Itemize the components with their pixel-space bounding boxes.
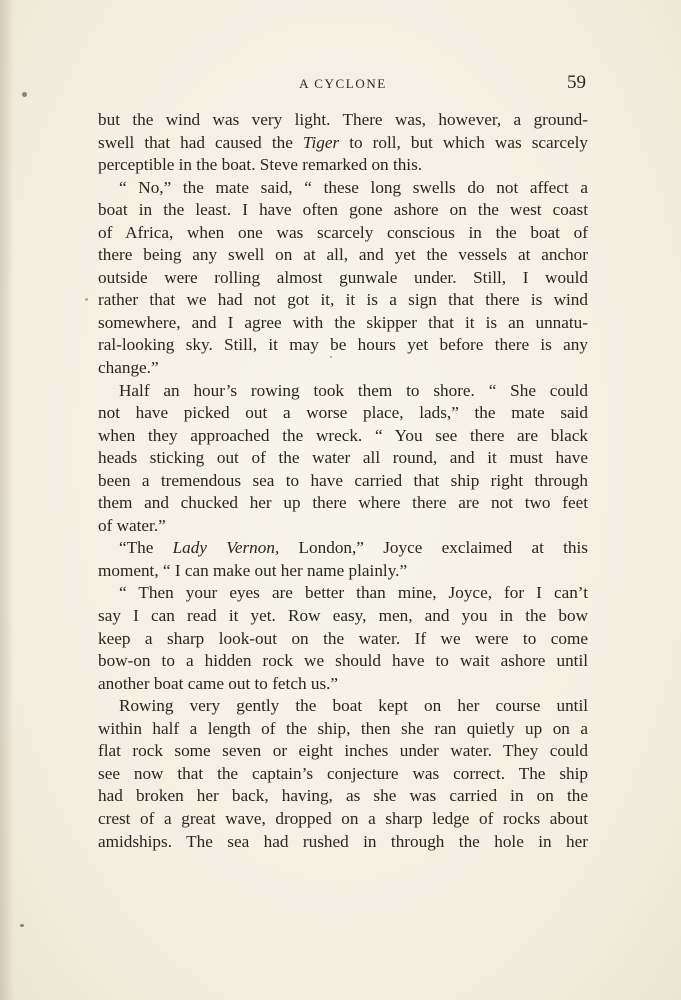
text-line (98, 628, 588, 651)
italic-text: Lady Vernon, (172, 538, 280, 558)
page-number: 59 (567, 72, 586, 93)
text-line (98, 289, 588, 312)
text-segment: change.” (98, 358, 159, 378)
print-speck (330, 356, 332, 358)
text-line (98, 132, 588, 155)
running-head: A CYCLONE (299, 76, 387, 91)
text-line (98, 402, 588, 425)
text-line (98, 470, 588, 493)
text-segment: “The (119, 538, 173, 558)
text-line (98, 831, 588, 854)
text-segment: ral-looking sky. Still, it may be hours yet before there is any (98, 335, 588, 355)
text-line (98, 222, 588, 245)
text-segment: say I can read it yet. Row easy, men, and you in the bow (98, 606, 588, 626)
text-line (98, 537, 588, 560)
text-line (98, 515, 588, 538)
text-segment: moment, “ I can make out her name plainly.” (98, 560, 408, 580)
text-line (98, 109, 588, 132)
text-line (98, 154, 588, 177)
text-line (98, 560, 588, 583)
text-segment: them and chucked her up there where there are not two feet (98, 493, 588, 513)
text-line (98, 447, 588, 470)
text-line (98, 177, 588, 200)
text-segment: crest of a great wave, dropped on a sharp ledge of rocks about (98, 808, 588, 828)
text-segment: flat rock some seven or eight inches under water. They could (98, 741, 588, 761)
text-segment: when they approached the wreck. “ You see there are black (98, 425, 588, 445)
gutter-shadow (0, 0, 14, 1000)
text-segment: see now that the captain’s conjecture was correct. The ship (98, 763, 588, 783)
print-speck (22, 92, 27, 97)
text-segment: within half a length of the ship, then she ran quietly up on a (98, 718, 588, 738)
text-segment: rather that we had not got it, it is a sign that there is wind (98, 290, 588, 310)
text-segment: another boat came out to fetch us.” (98, 673, 339, 693)
text-segment: heads sticking out of the water all round, and it must have (98, 448, 588, 468)
page-header (98, 72, 588, 94)
text-line (98, 244, 588, 267)
text-segment: there being any swell on at all, and yet the vessels at anchor (98, 245, 588, 265)
text-line (98, 650, 588, 673)
text-line (98, 425, 588, 448)
text-segment: “ No,” the mate said, “ these long swells do not affect a (119, 177, 588, 197)
text-line (98, 718, 588, 741)
text-segment: London,” Joyce exclaimed at this (279, 538, 588, 558)
text-segment: Rowing very gently the boat kept on her course until (119, 696, 588, 716)
text-line (98, 763, 588, 786)
text-line (98, 334, 588, 357)
text-segment: bow-on to a hidden rock we should have to wait ashore until (98, 651, 588, 671)
text-line (98, 380, 588, 403)
text-line (98, 695, 588, 718)
text-segment: keep a sharp look-out on the water. If we were to come (98, 628, 588, 648)
text-segment: not have picked out a worse place, lads,” the mate said (98, 403, 588, 423)
text-segment: swell that had caused the (98, 132, 303, 152)
text-line (98, 673, 588, 696)
text-segment: of water.” (98, 515, 166, 535)
text-line (98, 582, 588, 605)
text-segment: Half an hour’s rowing took them to shore. “ She could (119, 380, 588, 400)
text-segment: “ Then your eyes are better than mine, Joyce, for I can’t (119, 583, 588, 603)
text-segment: somewhere, and I agree with the skipper that it is an unnatu- (98, 312, 588, 332)
text-segment: amidships. The sea had rushed in through the hole in her (98, 831, 588, 851)
text-line (98, 740, 588, 763)
text-segment: to roll, but which was scarcely (339, 132, 588, 152)
print-speck (85, 298, 88, 301)
text-segment: but the wind was very light. There was, however, a ground- (98, 110, 588, 129)
text-line (98, 312, 588, 335)
text-segment: outside were rolling almost gunwale under. Still, I would (98, 267, 588, 287)
text-segment: perceptible in the boat. Steve remarked on this. (98, 155, 423, 175)
text-line (98, 357, 588, 380)
text-line (98, 785, 588, 808)
text-segment: boat in the least. I have often gone ashore on the west coast (98, 200, 588, 220)
print-speck (20, 924, 24, 927)
text-segment: of Africa, when one was scarcely conscious in the boat of (98, 222, 588, 242)
text-line (98, 267, 588, 290)
text-segment: been a tremendous sea to have carried that ship right through (98, 470, 588, 490)
text-line (98, 808, 588, 831)
italic-text: Tiger (302, 132, 340, 152)
text-line (98, 199, 588, 222)
body-text (98, 109, 588, 853)
text-line (98, 492, 588, 515)
text-line (98, 605, 588, 628)
text-segment: had broken her back, having, as she was carried in on the (98, 786, 588, 806)
